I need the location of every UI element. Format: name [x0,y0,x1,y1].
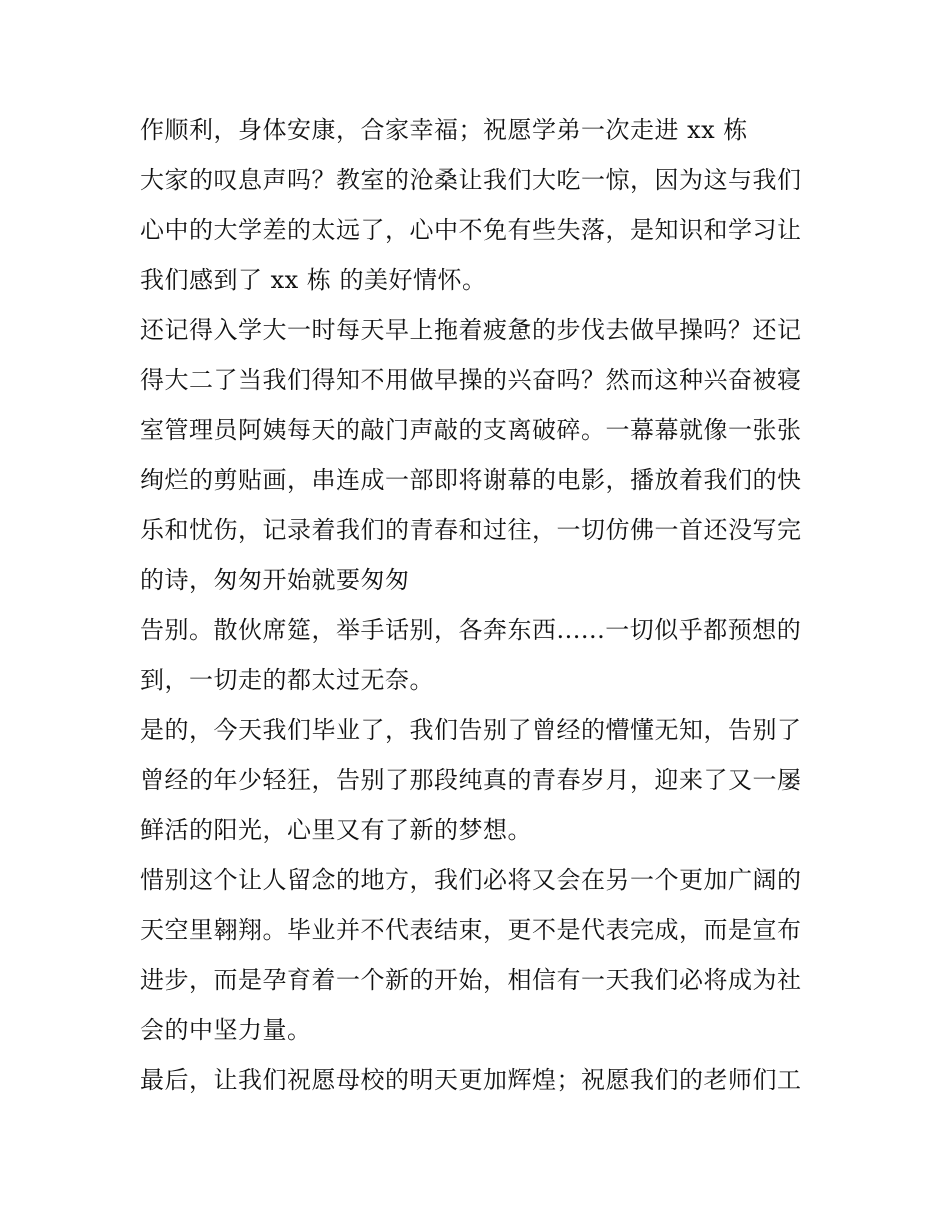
text-line: 天空里翱翔。毕业并不代表结束，更不是代表完成，而是宣布 [140,916,802,944]
text-line: 大家的叹息声吗？教室的沧桑让我们大吃一惊，因为这与我们 [140,166,802,194]
text-line: 我们感到了 xx 栋 的美好情怀。 [140,266,487,294]
text-line: 室管理员阿姨每天的敲门声敲的支离破碎。一幕幕就像一张张 [140,416,802,444]
text-line: 鲜活的阳光，心里又有了新的梦想。 [140,816,532,844]
text-line: 乐和忧伤，记录着我们的青春和过往，一切仿佛一首还没写完 [140,516,802,544]
text-line: 到，一切走的都太过无奈。 [140,666,434,694]
text-line: 还记得入学大一时每天早上拖着疲惫的步伐去做早操吗？还记 [140,316,802,344]
text-line: 进步，而是孕育着一个新的开始，相信有一天我们必将成为社 [140,966,802,994]
text-line: 会的中坚力量。 [140,1016,312,1044]
text-line: 惜别这个让人留念的地方，我们必将又会在另一个更加广阔的 [140,866,802,894]
text-line: 是的，今天我们毕业了，我们告别了曾经的懵懂无知，告别了 [140,716,802,744]
text-line: 作顺利，身体安康，合家幸福；祝愿学弟一次走进 xx 栋 [140,116,748,144]
text-line: 最后，让我们祝愿母校的明天更加辉煌；祝愿我们的老师们工 [140,1066,802,1094]
text-line: 得大二了当我们得知不用做早操的兴奋吗？然而这种兴奋被寝 [140,366,802,394]
text-line: 心中的大学差的太远了，心中不免有些失落，是知识和学习让 [140,216,802,244]
text-line: 的诗，匆匆开始就要匆匆 [140,566,410,594]
text-line: 曾经的年少轻狂，告别了那段纯真的青春岁月，迎来了又一屡 [140,766,802,794]
text-line: 告别。散伙席筵，举手话别，各奔东西......一切似乎都预想的 [140,616,802,644]
text-line: 绚烂的剪贴画，串连成一部即将谢幕的电影，播放着我们的快 [140,466,802,494]
